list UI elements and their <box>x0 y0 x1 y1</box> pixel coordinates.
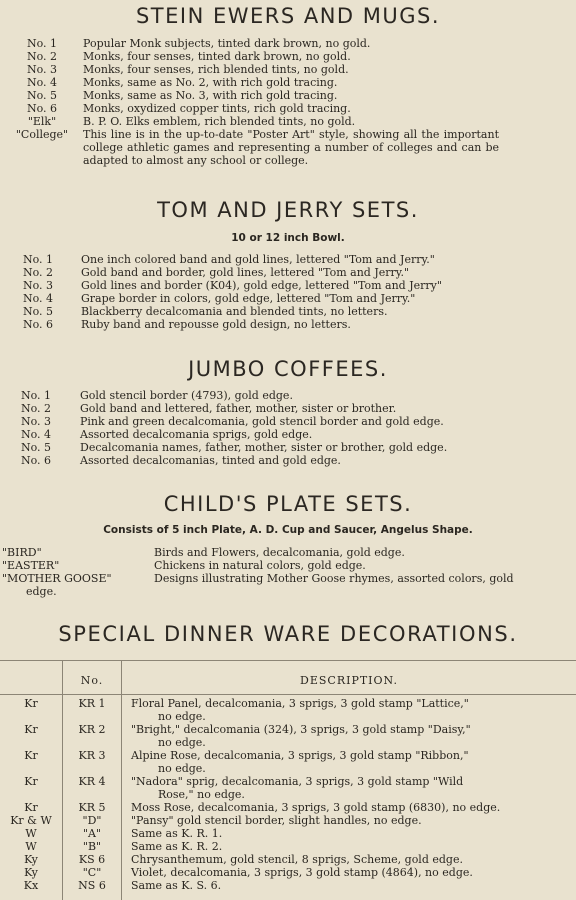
item-label: "College" <box>15 128 69 141</box>
cell-number: KR 5 <box>78 801 106 814</box>
item-label: No. 5 <box>20 441 52 454</box>
item-description: Chickens in natural colors, gold edge. <box>154 559 366 572</box>
cell-number: KR 3 <box>78 749 106 762</box>
description-line: no edge. <box>158 710 206 723</box>
cell-number: NS 6 <box>78 879 106 892</box>
table-row <box>0 775 576 801</box>
table-row <box>0 814 576 827</box>
description-line: Alpine Rose, decalcomania, 3 sprigs, 3 gold stamp "Ribbon," <box>131 749 469 762</box>
item-label: "EASTER" <box>2 559 60 572</box>
item-label: No. 3 <box>26 63 58 76</box>
section-title-stein-ewers: STEIN EWERS AND MUGS. <box>135 4 441 28</box>
list-item <box>0 559 576 572</box>
cell-number: KR 1 <box>78 697 106 710</box>
list-item <box>0 37 576 50</box>
cell-number: "A" <box>82 827 102 840</box>
section-title-special-dinner-ware: SPECIAL DINNER WARE DECORATIONS. <box>58 622 518 646</box>
cell-shape: Ky <box>24 853 38 866</box>
item-description: Birds and Flowers, decalcomania, gold edge. <box>154 546 405 559</box>
cell-number: KR 4 <box>78 775 106 788</box>
item-description: Assorted decalcomania sprigs, gold edge. <box>80 428 313 441</box>
cell-number: "C" <box>82 866 102 879</box>
cell-description <box>131 749 571 775</box>
stein-ewers-list <box>0 37 576 167</box>
dinner-ware-table <box>0 660 576 900</box>
section-title-tom-and-jerry: TOM AND JERRY SETS. <box>157 198 419 222</box>
cell-number: KR 2 <box>78 723 106 736</box>
item-label: No. 2 <box>22 266 54 279</box>
item-description: This line is in the up-to-date "Poster Art" style, showing all the important college athletic games and representing a number of colleges and can be adapted to almost any school or college. <box>83 128 499 167</box>
item-description: Ruby band and repousse gold design, no letters. <box>81 318 351 331</box>
description-line: no edge. <box>158 762 206 775</box>
cell-number: "D" <box>82 814 102 827</box>
description-line: no edge. <box>158 736 206 749</box>
section-subtitle-childs-plate-sets: Consists of 5 inch Plate, A. D. Cup and Saucer, Angelus Shape. <box>103 524 473 536</box>
cell-shape: W <box>25 827 37 840</box>
item-label: No. 1 <box>22 253 54 266</box>
cell-description <box>131 775 571 801</box>
cell-shape: Kr & W <box>10 814 52 827</box>
list-item <box>0 415 576 428</box>
item-label: No. 5 <box>22 305 54 318</box>
item-label: No. 4 <box>22 292 54 305</box>
table-row <box>0 853 576 866</box>
item-label: No. 2 <box>20 402 52 415</box>
list-item <box>0 279 576 292</box>
list-item <box>0 305 576 318</box>
item-description: B. P. O. Elks emblem, rich blended tints, no gold. <box>83 115 356 128</box>
table-row <box>0 749 576 775</box>
table-row <box>0 840 576 853</box>
section-subtitle-tom-and-jerry: 10 or 12 inch Bowl. <box>231 232 345 244</box>
table-row <box>0 697 576 723</box>
list-item <box>0 128 576 167</box>
item-description: Designs illustrating Mother Goose rhymes, assorted colors, gold <box>154 572 514 585</box>
list-item <box>0 76 576 89</box>
item-label: No. 4 <box>26 76 58 89</box>
item-label: No. 6 <box>26 102 58 115</box>
list-item <box>0 318 576 331</box>
cell-description: Same as K. S. 6. <box>131 879 222 892</box>
description-line: Floral Panel, decalcomania, 3 sprigs, 3 gold stamp "Lattice," <box>131 697 469 710</box>
list-item <box>0 266 576 279</box>
list-item <box>0 546 576 559</box>
list-item <box>0 454 576 467</box>
jumbo-coffees-list <box>0 389 576 467</box>
item-description-continued: edge. <box>26 585 57 598</box>
cell-description: Same as K. R. 1. <box>131 827 223 840</box>
list-item <box>0 102 576 115</box>
table-header-no: No. <box>80 674 104 687</box>
tom-and-jerry-list <box>0 253 576 331</box>
table-row <box>0 801 576 814</box>
list-item <box>0 402 576 415</box>
item-label: No. 4 <box>20 428 52 441</box>
item-label: No. 1 <box>20 389 52 402</box>
list-item <box>0 115 576 128</box>
item-description: Decalcomania names, father, mother, sister or brother, gold edge. <box>80 441 448 454</box>
childs-plate-sets-list <box>0 546 576 598</box>
list-item <box>0 441 576 454</box>
table-row <box>0 879 576 892</box>
table-row <box>0 827 576 840</box>
item-label: "MOTHER GOOSE" <box>2 572 112 585</box>
item-label: No. 3 <box>22 279 54 292</box>
item-description: Popular Monk subjects, tinted dark brown, no gold. <box>83 37 371 50</box>
item-description: Gold stencil border (4793), gold edge. <box>80 389 293 402</box>
item-description: Assorted decalcomanias, tinted and gold edge. <box>80 454 341 467</box>
list-item <box>0 428 576 441</box>
table-row <box>0 723 576 749</box>
item-description: Monks, oxydized copper tints, rich gold tracing. <box>83 102 351 115</box>
table-header-description: DESCRIPTION. <box>300 674 398 687</box>
item-description: Monks, same as No. 3, with rich gold tracing. <box>83 89 338 102</box>
item-description: Monks, four senses, rich blended tints, no gold. <box>83 63 349 76</box>
cell-description <box>131 723 571 749</box>
cell-description <box>131 697 571 723</box>
item-description: One inch colored band and gold lines, lettered "Tom and Jerry." <box>81 253 435 266</box>
list-item <box>0 292 576 305</box>
item-description: Monks, four senses, tinted dark brown, no gold. <box>83 50 351 63</box>
cell-shape: Kr <box>24 749 38 762</box>
list-item <box>0 572 576 598</box>
list-item <box>0 89 576 102</box>
item-label: "BIRD" <box>2 546 42 559</box>
cell-shape: Kr <box>24 697 38 710</box>
item-description: Gold band and lettered, father, mother, sister or brother. <box>80 402 397 415</box>
item-description: Grape border in colors, gold edge, lettered "Tom and Jerry." <box>81 292 416 305</box>
table-body <box>0 697 576 892</box>
cell-shape: Kr <box>24 775 38 788</box>
cell-number: KS 6 <box>78 853 106 866</box>
description-line: "Bright," decalcomania (324), 3 sprigs, 3 gold stamp "Daisy," <box>131 723 471 736</box>
item-label: No. 6 <box>20 454 52 467</box>
table-row <box>0 866 576 879</box>
cell-description: "Pansy" gold stencil border, slight handles, no edge. <box>131 814 422 827</box>
section-title-jumbo-coffees: JUMBO COFFEES. <box>188 357 388 381</box>
list-item <box>0 50 576 63</box>
item-label: "Elk" <box>27 115 57 128</box>
item-description: Gold lines and border (K04), gold edge, lettered "Tom and Jerry" <box>81 279 442 292</box>
cell-shape: Kx <box>23 879 39 892</box>
item-description: Gold band and border, gold lines, lettered "Tom and Jerry." <box>81 266 410 279</box>
cell-number: "B" <box>82 840 102 853</box>
header-rule <box>0 694 576 695</box>
item-label: No. 2 <box>26 50 58 63</box>
description-line: "Nadora" sprig, decalcomania, 3 sprigs, 3 gold stamp "Wild <box>131 775 464 788</box>
list-item <box>0 253 576 266</box>
cell-shape: W <box>25 840 37 853</box>
item-label: No. 3 <box>20 415 52 428</box>
cell-shape: Kr <box>24 801 38 814</box>
item-label: No. 5 <box>26 89 58 102</box>
list-item <box>0 389 576 402</box>
cell-description: Moss Rose, decalcomania, 3 sprigs, 3 gold stamp (6830), no edge. <box>131 801 501 814</box>
description-line: Rose," no edge. <box>158 788 245 801</box>
cell-shape: Ky <box>24 866 38 879</box>
item-description: Monks, same as No. 2, with rich gold tracing. <box>83 76 338 89</box>
cell-shape: Kr <box>24 723 38 736</box>
list-item <box>0 63 576 76</box>
item-description: Blackberry decalcomania and blended tints, no letters. <box>81 305 388 318</box>
cell-description: Same as K. R. 2. <box>131 840 223 853</box>
cell-description: Chrysanthemum, gold stencil, 8 sprigs, Scheme, gold edge. <box>131 853 463 866</box>
item-description: Pink and green decalcomania, gold stencil border and gold edge. <box>80 415 444 428</box>
item-label: No. 6 <box>22 318 54 331</box>
section-title-childs-plate-sets: CHILD'S PLATE SETS. <box>163 492 413 516</box>
item-label: No. 1 <box>26 37 58 50</box>
cell-description: Violet, decalcomania, 3 sprigs, 3 gold stamp (4864), no edge. <box>131 866 473 879</box>
